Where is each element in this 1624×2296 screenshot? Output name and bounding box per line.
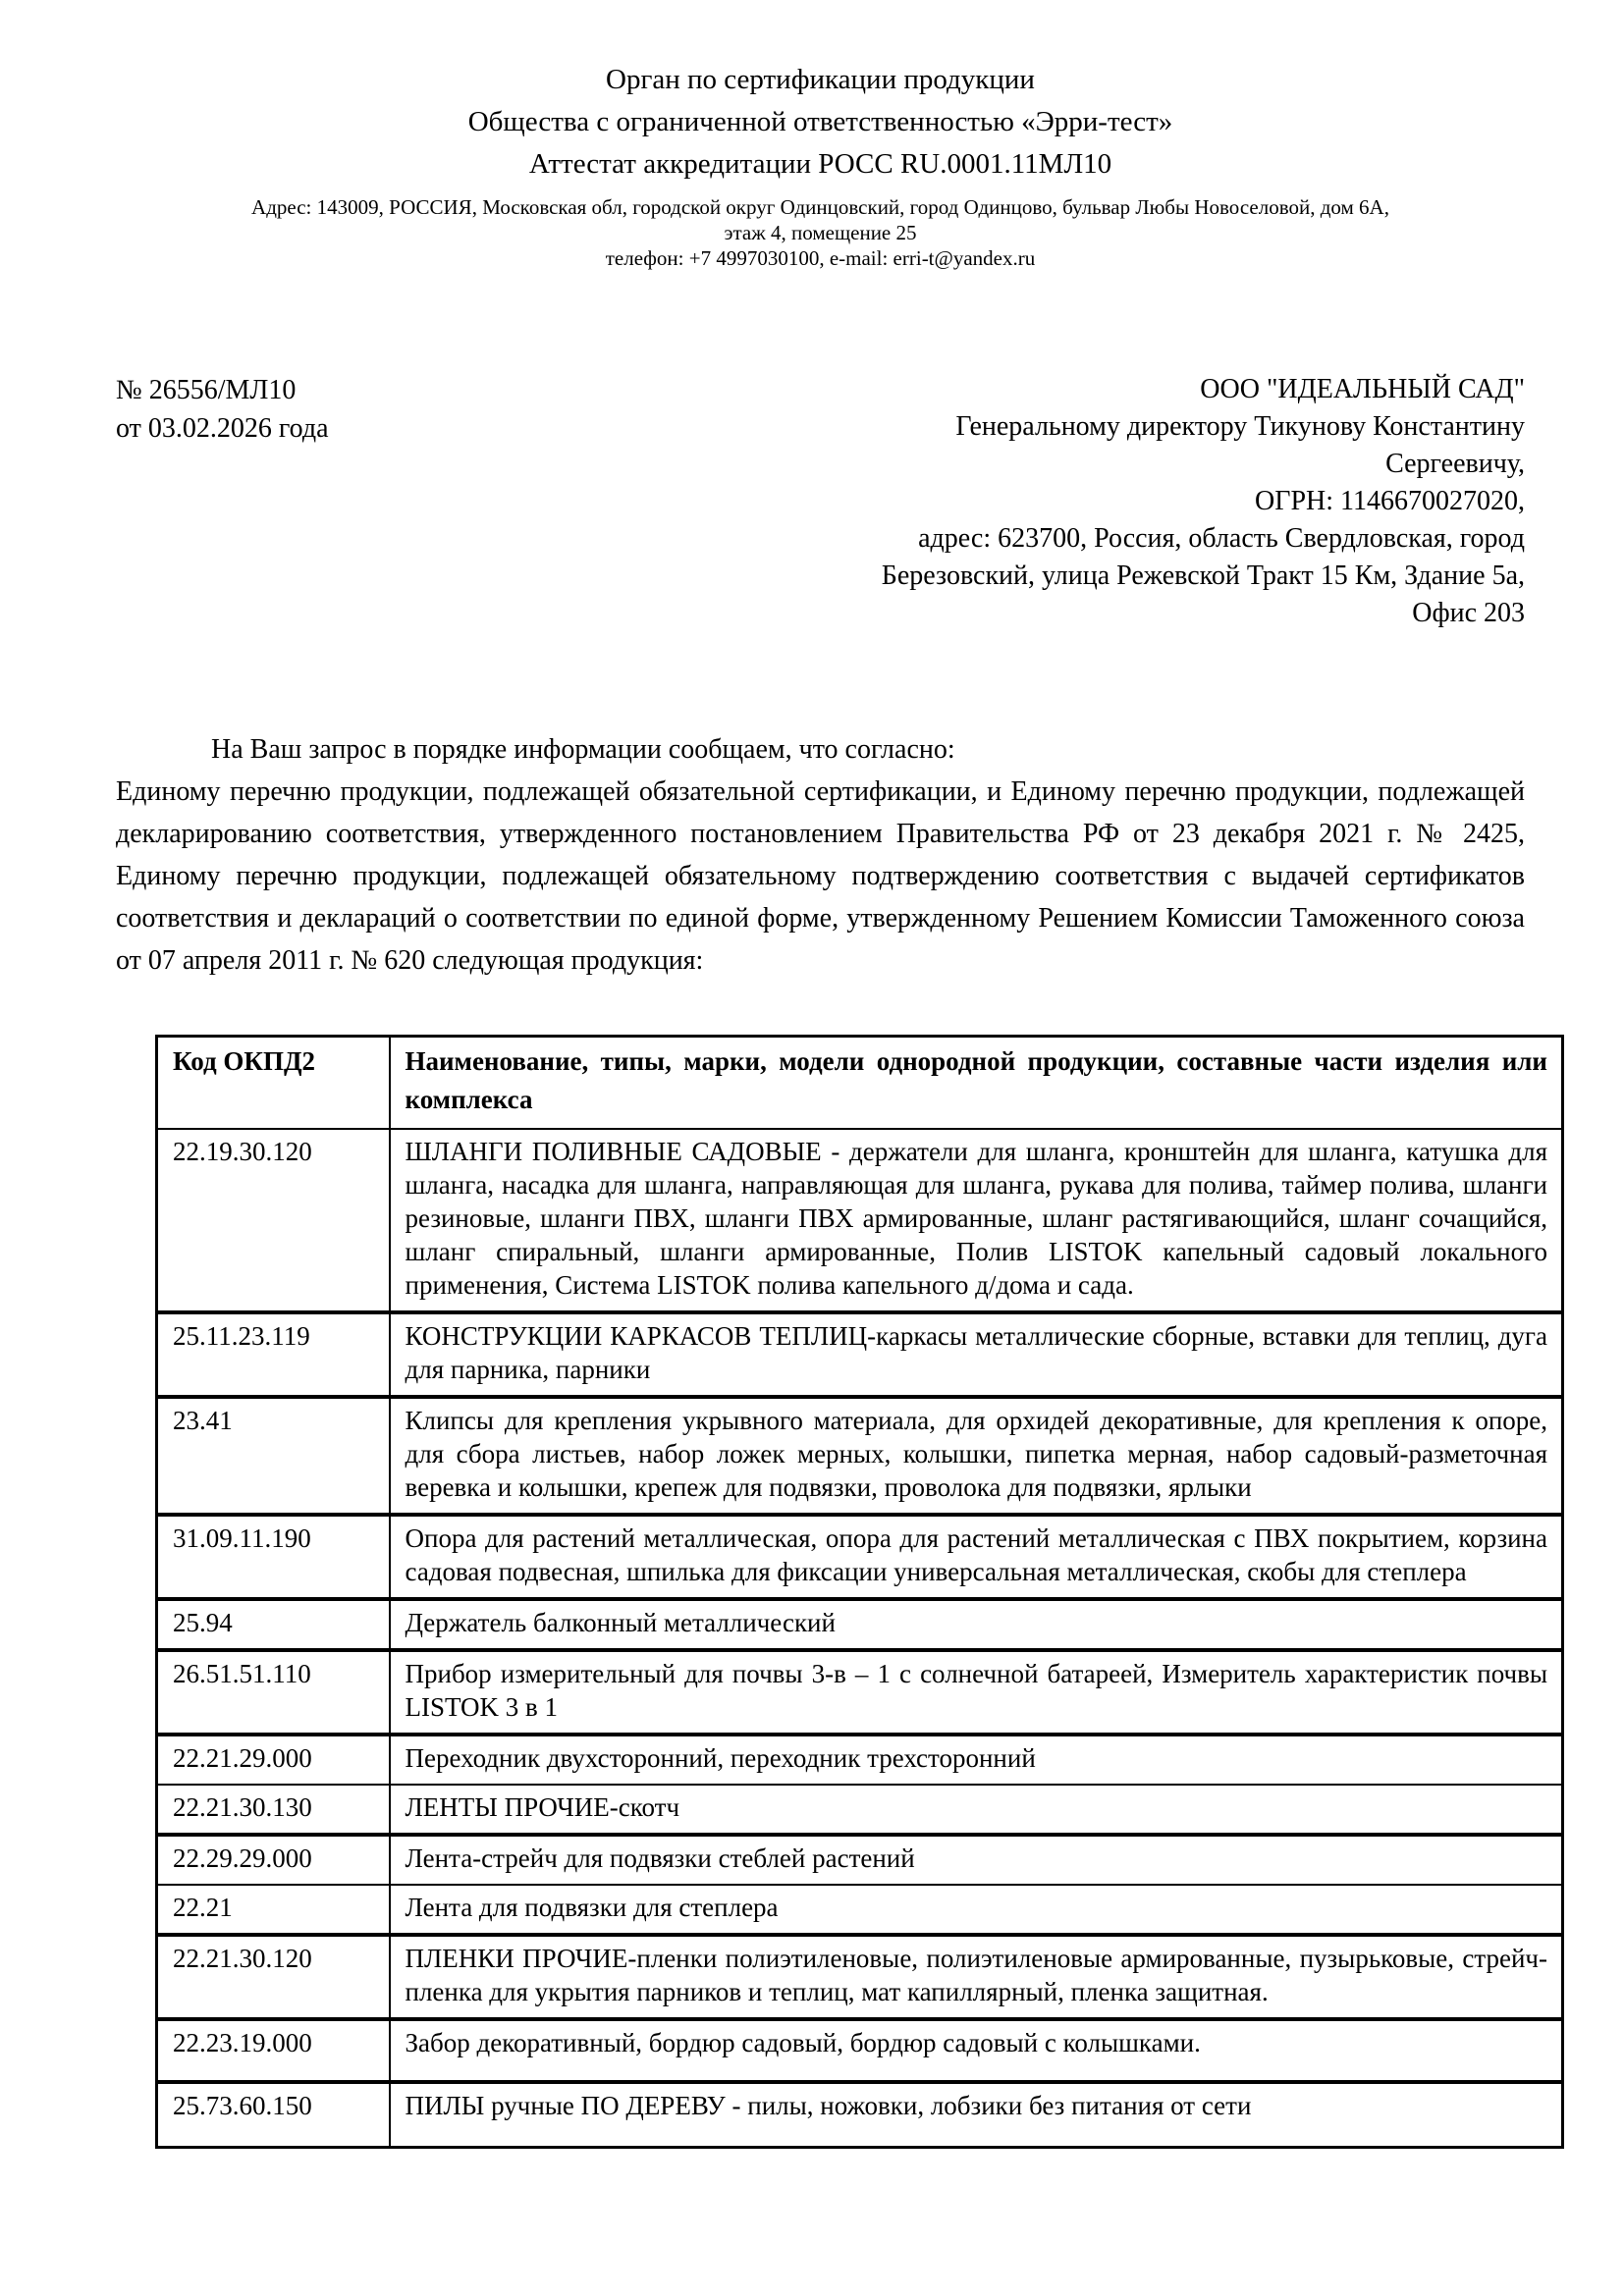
table-row <box>157 2082 1563 2147</box>
okpd2-code-cell: 22.19.30.120 <box>157 1129 390 1312</box>
table-row <box>157 1785 1563 1835</box>
org-title-line-2: Общества с ограниченной ответственностью «Эрри-тест» <box>467 106 1173 137</box>
okpd2-code-cell: 23.41 <box>157 1397 390 1515</box>
table-row <box>157 1397 1563 1515</box>
table-row <box>157 1650 1563 1735</box>
accreditation-line: Аттестат аккредитации РОСС RU.0001.11МЛ10 <box>528 148 1112 180</box>
okpd2-code-cell: 22.29.29.000 <box>157 1835 390 1885</box>
table-row <box>157 1835 1563 1885</box>
letterhead <box>116 59 1525 271</box>
recipient-block <box>882 371 1525 632</box>
letter-reference <box>116 371 329 448</box>
column-header-name: Наименование, типы, марки, модели однородной продукции, составные части изделия или комплекса <box>390 1037 1563 1130</box>
recipient-line: Березовский, улица Режевской Тракт 15 Км, Здание 5а, <box>881 561 1525 591</box>
table-row <box>157 1935 1563 2019</box>
product-name-cell: КОНСТРУКЦИИ КАРКАСОВ ТЕПЛИЦ-каркасы металлические сборные, вставки для теплиц, дуга для парника, парники <box>390 1312 1563 1397</box>
okpd2-code-cell: 22.21.29.000 <box>157 1735 390 1785</box>
letterhead-contacts <box>116 194 1525 271</box>
table-row <box>157 1735 1563 1785</box>
product-name-cell: ПЛЕНКИ ПРОЧИЕ-пленки полиэтиленовые, полиэтиленовые армированные, пузырьковые, стрейч-пленка для укрытия парников и теплиц, мат капиллярный, пленка защитная. <box>390 1935 1563 2019</box>
okpd2-code-cell: 22.21 <box>157 1885 390 1935</box>
recipient-line: ОГРН: 1146670027020, <box>1255 486 1525 516</box>
product-name-cell: ЛЕНТЫ ПРОЧИЕ-скотч <box>390 1785 1563 1835</box>
org-title-line-1: Орган по сертификации продукции <box>606 64 1035 95</box>
column-header-code: Код ОКПД2 <box>173 1046 316 1076</box>
okpd2-code-cell: 25.73.60.150 <box>157 2082 390 2147</box>
table-row <box>157 1599 1563 1650</box>
body-paragraph: Единому перечню продукции, подлежащей обязательной сертификации, и Единому перечню продукции, подлежащей декларированию соответствия, утвержденного постановлением Правительства РФ от 23 декабря 2021 г. № 2425, Единому перечню продукции, подлежащей обязательному подтверждению соответствия с выдачей сертификатов соответствия и деклараций о соответствии по единой форме, утвержденному Решением Комиссии Таможенного союза от 07 апреля 2011 г. № 620 следующая продукция: <box>116 776 1525 976</box>
okpd2-code-cell: 22.23.19.000 <box>157 2019 390 2082</box>
okpd2-code-cell: 22.21.30.120 <box>157 1935 390 2019</box>
recipient-line: Сергеевичу, <box>1385 449 1525 479</box>
product-name-cell: Прибор измерительный для почвы 3-в – 1 с солнечной батареей, Измеритель характеристик почвы LISTOK 3 в 1 <box>390 1650 1563 1735</box>
product-name-cell: ШЛАНГИ ПОЛИВНЫЕ САДОВЫЕ - держатели для шланга, кронштейн для шланга, катушка для шланга, насадка для шланга, направляющая для шланга, рукава для полива, таймер полива, шланги резиновые, шланги ПВХ, шланги ПВХ армированные, шланг растягивающийся, шланг сочащийся, шланг спиральный, шланги армированные, Полив LISTOK капельный садовый локального применения, Система LISTOK полива капельного д/дома и сада. <box>390 1129 1563 1312</box>
recipient-line: адрес: 623700, Россия, область Свердловская, город <box>918 523 1525 554</box>
product-name-cell: ПИЛЫ ручные ПО ДЕРЕВУ - пилы, ножовки, лобзики без питания от сети <box>390 2082 1563 2147</box>
okpd2-code-cell: 31.09.11.190 <box>157 1515 390 1599</box>
product-name-cell: Клипсы для крепления укрывного материала, для орхидей декоративные, для крепления к опоре, для сбора листьев, набор ложек мерных, колышки, пипетка мерная, набор садовый-разметочная веревка и колышки, крепеж для подвязки, проволока для подвязки, ярлыки <box>390 1397 1563 1515</box>
product-name-cell: Опора для растений металлическая, опора для растений металлическая с ПВХ покрытием, корзина садовая подвесная, шпилька для фиксации универсальная металлическая, скобы для степлера <box>390 1515 1563 1599</box>
recipient-line: Генеральному директору Тикунову Константину <box>955 411 1525 442</box>
table-row <box>157 1885 1563 1935</box>
okpd2-code-cell: 26.51.51.110 <box>157 1650 390 1735</box>
okpd2-code-cell: 22.21.30.130 <box>157 1785 390 1835</box>
product-name-cell: Забор декоративный, бордюр садовый, бордюр садовый с колышками. <box>390 2019 1563 2082</box>
product-name-cell: Переходник двухсторонний, переходник трехсторонний <box>390 1735 1563 1785</box>
intro-paragraph: На Ваш запрос в порядке информации сообщаем, что согласно: <box>211 734 955 765</box>
product-name-cell: Лента для подвязки для степлера <box>390 1885 1563 1935</box>
recipient-line: Офис 203 <box>1412 598 1525 628</box>
table-header-row <box>157 1037 1563 1130</box>
table-row <box>157 1515 1563 1599</box>
org-phone-email-line: телефон: +7 4997030100, e-mail: erri-t@yandex.ru <box>605 246 1036 270</box>
products-table <box>155 1035 1564 2149</box>
okpd2-code-cell: 25.94 <box>157 1599 390 1650</box>
table-row <box>157 2019 1563 2082</box>
table-row <box>157 1312 1563 1397</box>
reference-and-recipient <box>116 371 1525 632</box>
letter-number: № 26556/МЛ10 <box>116 375 297 405</box>
recipient-line: ООО "ИДЕАЛЬНЫЙ САД" <box>1200 374 1525 404</box>
table-row <box>157 1129 1563 1312</box>
product-name-cell: Лента-стрейч для подвязки стеблей растений <box>390 1835 1563 1885</box>
org-address-line: Адрес: 143009, РОССИЯ, Московская обл, городской округ Одинцовский, город Одинцово, бульвар Любы Новоселовой, дом 6А, этаж 4, помещение 25 <box>251 195 1389 244</box>
product-name-cell: Держатель балконный металлический <box>390 1599 1563 1650</box>
letter-date: от 03.02.2026 года <box>116 413 329 444</box>
okpd2-code-cell: 25.11.23.119 <box>157 1312 390 1397</box>
